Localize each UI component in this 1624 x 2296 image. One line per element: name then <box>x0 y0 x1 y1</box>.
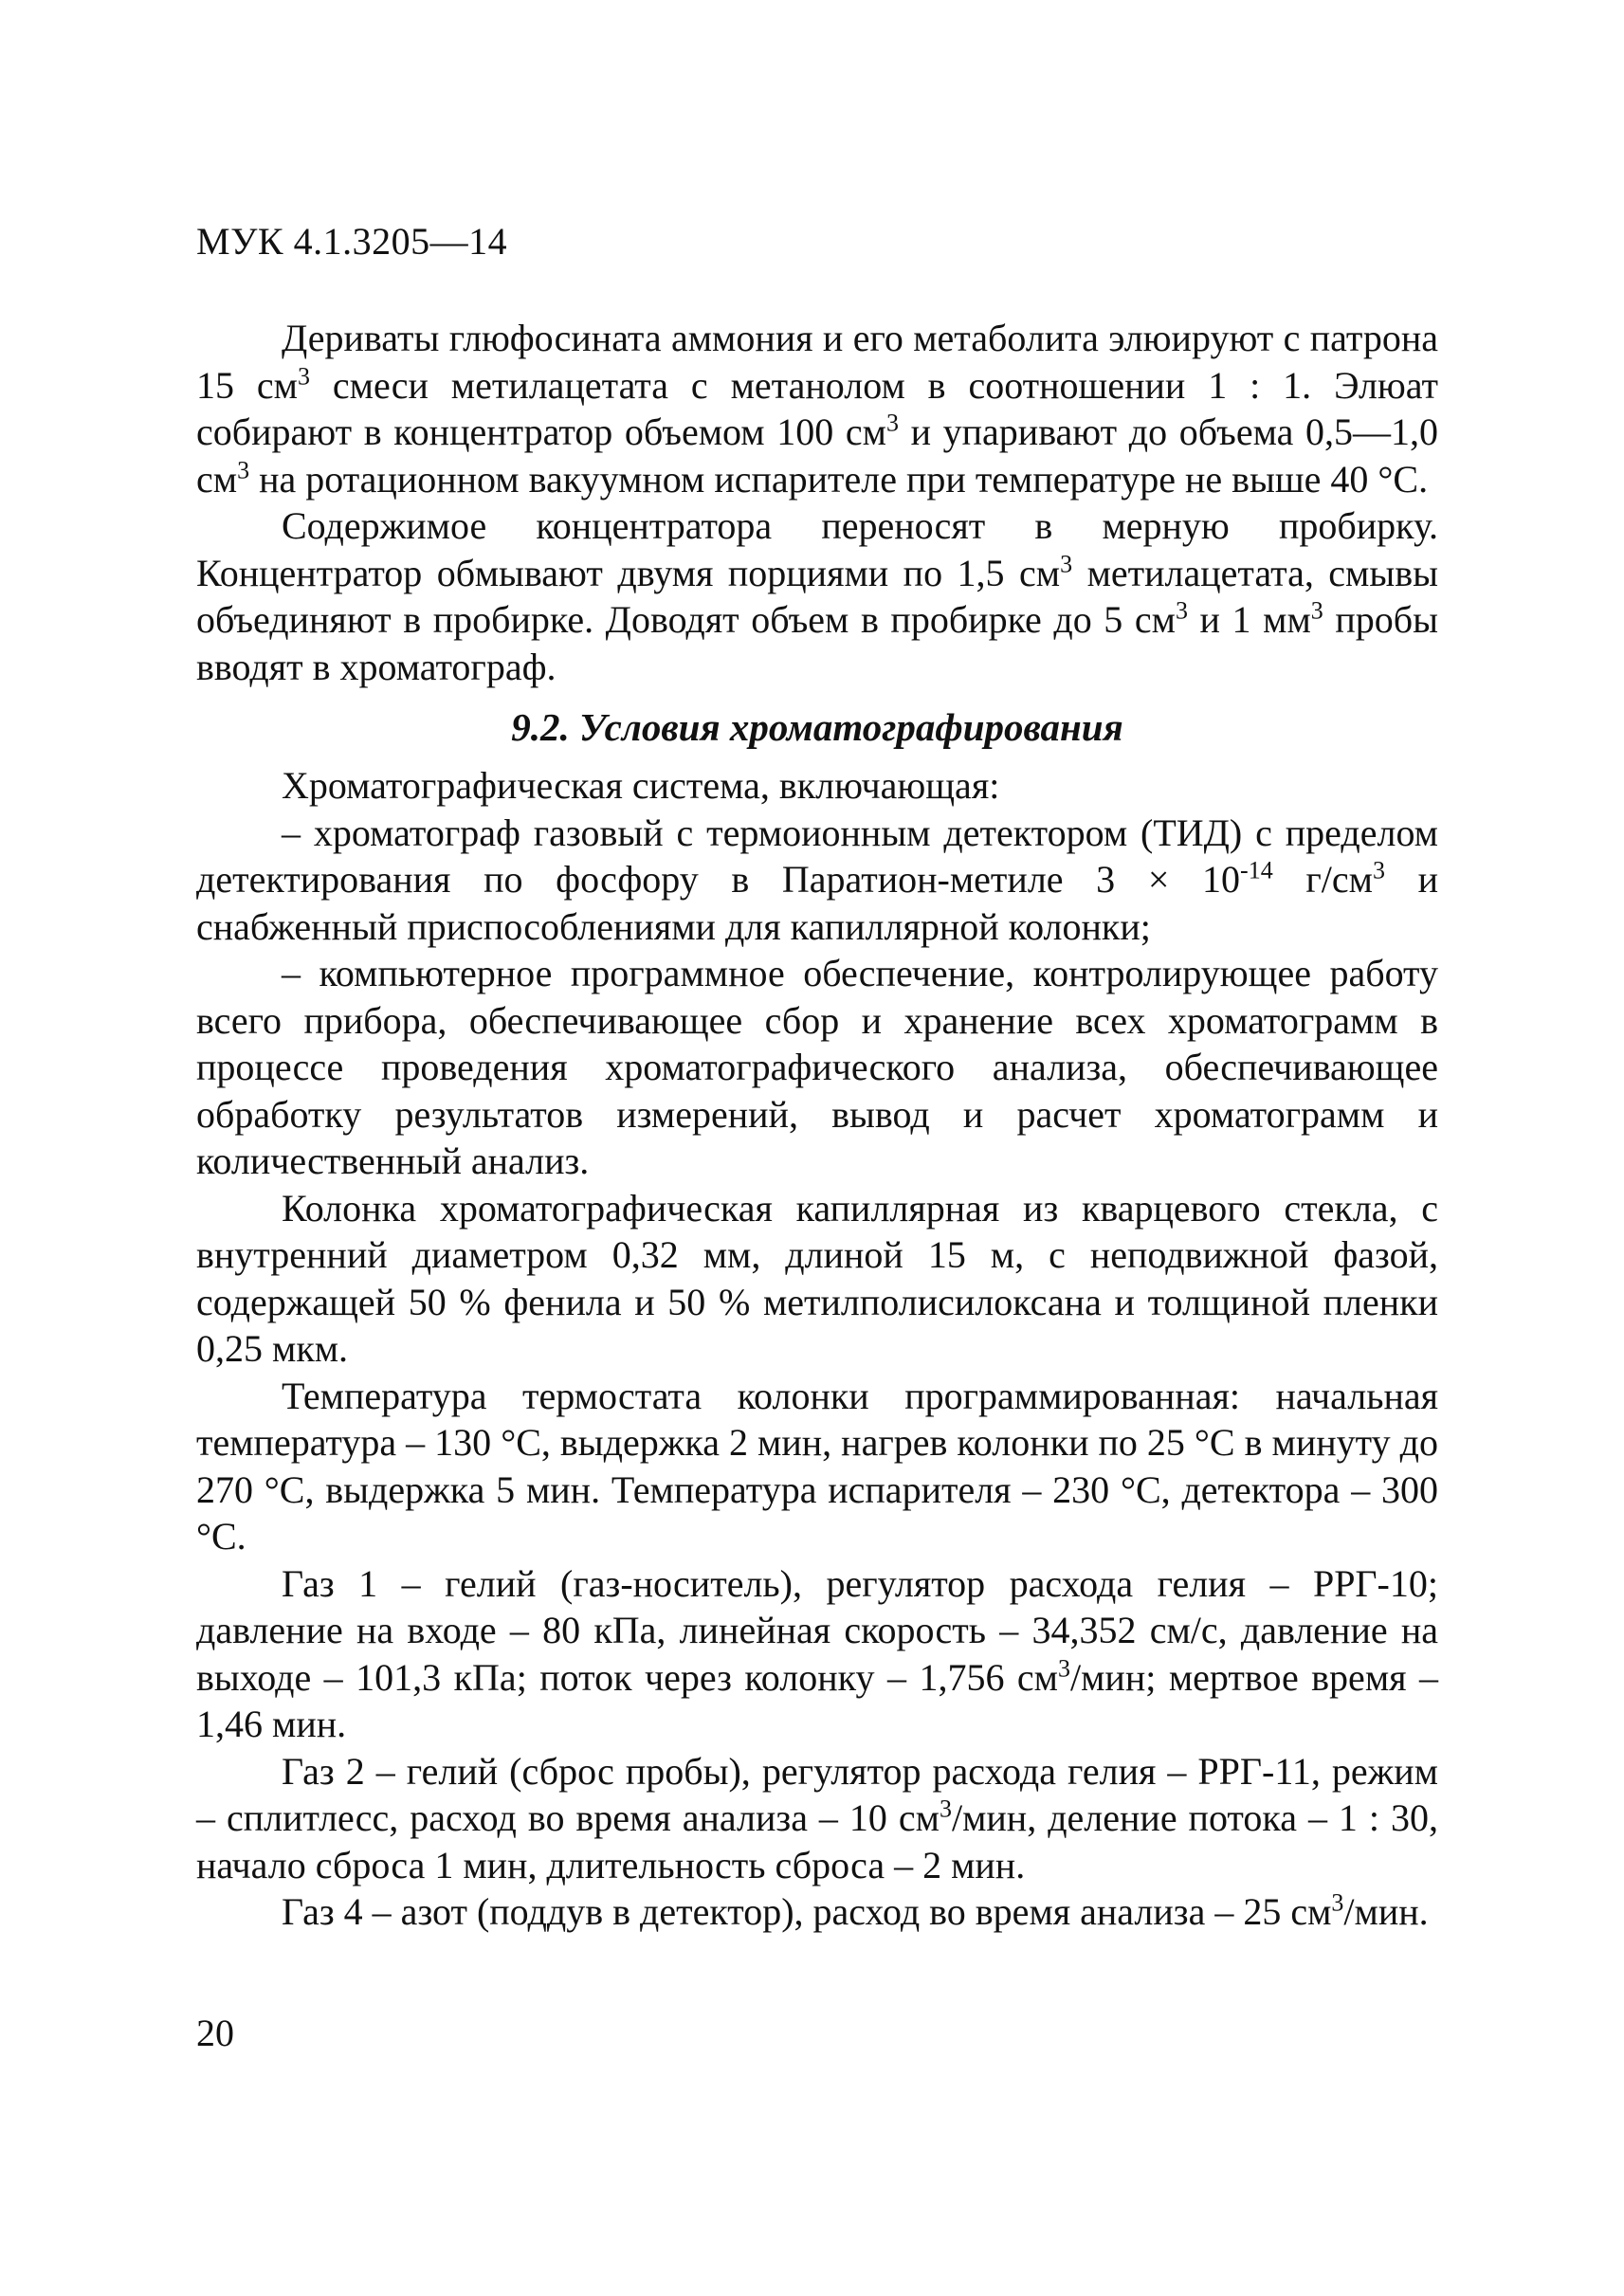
text-run: Содержимое концентратора переносят в мерную пробирку. Концентратор обмывают двумя порциями по 1,5 см <box>196 504 1438 594</box>
text-run: /мин; мертвое время – 1,46 мин. <box>196 1655 1439 1745</box>
text-run: Хроматографическая система, включающая: <box>282 764 1000 807</box>
text-run: Газ 4 – азот (поддув в детектор), расход во время анализа – 25 см <box>282 1890 1332 1933</box>
superscript: 3 <box>1310 596 1323 625</box>
page-number: 20 <box>196 2012 234 2054</box>
text-run: г/см <box>1272 858 1373 901</box>
superscript: 3 <box>297 362 310 391</box>
paragraph <box>196 1748 1438 1889</box>
paragraph <box>196 762 1438 810</box>
paragraph <box>196 1185 1438 1373</box>
superscript: 3 <box>1372 856 1385 884</box>
text-run: – компьютерное программное обеспечение, контролирующее работу всего прибора, обеспечивающее сбор и хранение всех хроматограмм в процессе проведения хроматографического анализа, обеспечивающее обработку результатов измерений, вывод и расчет хроматограмм и количественный анализ. <box>196 952 1438 1182</box>
paragraph <box>196 810 1438 951</box>
paragraph <box>196 1373 1438 1560</box>
paragraphs-after-section <box>196 762 1438 1936</box>
text-run: на ротационном вакуумном испарителе при температуре не выше 40 °С. <box>249 457 1429 501</box>
paragraph <box>196 502 1438 690</box>
section-title: 9.2. Условия хроматографирования <box>511 705 1123 749</box>
superscript: 3 <box>237 456 250 484</box>
text-run: метилацетата, смывы объединяют в пробирке. Доводят объем в пробирке до 5 см <box>196 551 1438 641</box>
text-run: – хроматограф газовый с термоионным детектором (ТИД) с пределом детектирования по фосфору в Паратион-метиле 3 × 10 <box>196 811 1438 901</box>
paragraph <box>196 950 1438 1185</box>
superscript: 3 <box>1175 596 1188 625</box>
superscript: 3 <box>1331 1888 1344 1917</box>
superscript: -14 <box>1240 856 1273 884</box>
text-run: /мин, деление потока – 1 : 30, начало сброса 1 мин, длительность сброса – 2 мин. <box>196 1796 1439 1886</box>
superscript: 3 <box>885 409 899 437</box>
superscript: 3 <box>939 1795 952 1823</box>
text-run: Колонка хроматографическая капиллярная из кварцевого стекла, с внутренний диаметром 0,32 мм, длиной 15 м, с неподвижной фазой, содержащей 50 % фенила и 50 % метилполисилоксана и толщиной пленки 0,25 мкм. <box>196 1186 1438 1370</box>
superscript: 3 <box>1058 1654 1070 1683</box>
text-run: и снабженный приспособлениями для капиллярной колонки; <box>196 858 1438 948</box>
text-run: и упаривают до объема 0,5—1,0 см <box>196 410 1438 501</box>
text-run: смеси метилацетата с метанолом в соотношении 1 : 1. Элюат собирают в концентратор объемом 100 см <box>196 363 1438 453</box>
text-run: /мин. <box>1343 1890 1429 1933</box>
paragraph <box>196 315 1438 502</box>
paragraph <box>196 1888 1438 1936</box>
paragraphs-before-section <box>196 315 1438 690</box>
text-run: Газ 1 – гелий (газ-носитель), регулятор расхода гелия – РРГ-10; давление на входе – 80 кПа, линейная скорость – 34,352 см/с, давление на выходе – 101,3 кПа; поток через колонку – 1,756 см <box>196 1561 1438 1699</box>
document-code-header: МУК 4.1.3205—14 <box>196 220 508 263</box>
text-run: Температура термостата колонки программированная: начальная температура – 130 °С, выдержка 2 мин, нагрев колонки по 25 °С в минуту до 270 °С, выдержка 5 мин. Температура испарителя – 230 °С, детектора – 300 °С. <box>196 1374 1438 1558</box>
text-run: Дериваты глюфосината аммония и его метаболита элюируют с патрона 15 см <box>196 317 1438 407</box>
superscript: 3 <box>1060 550 1073 578</box>
text-run: и 1 мм <box>1187 598 1311 641</box>
text-run: Газ 2 – гелий (сброс пробы), регулятор расхода гелия – РРГ-11, режим – сплитлесс, расход во время анализа – 10 см <box>196 1749 1438 1839</box>
paragraph <box>196 1560 1438 1748</box>
document-page <box>196 218 1438 1936</box>
text-run: пробы вводят в хроматограф. <box>196 598 1439 688</box>
